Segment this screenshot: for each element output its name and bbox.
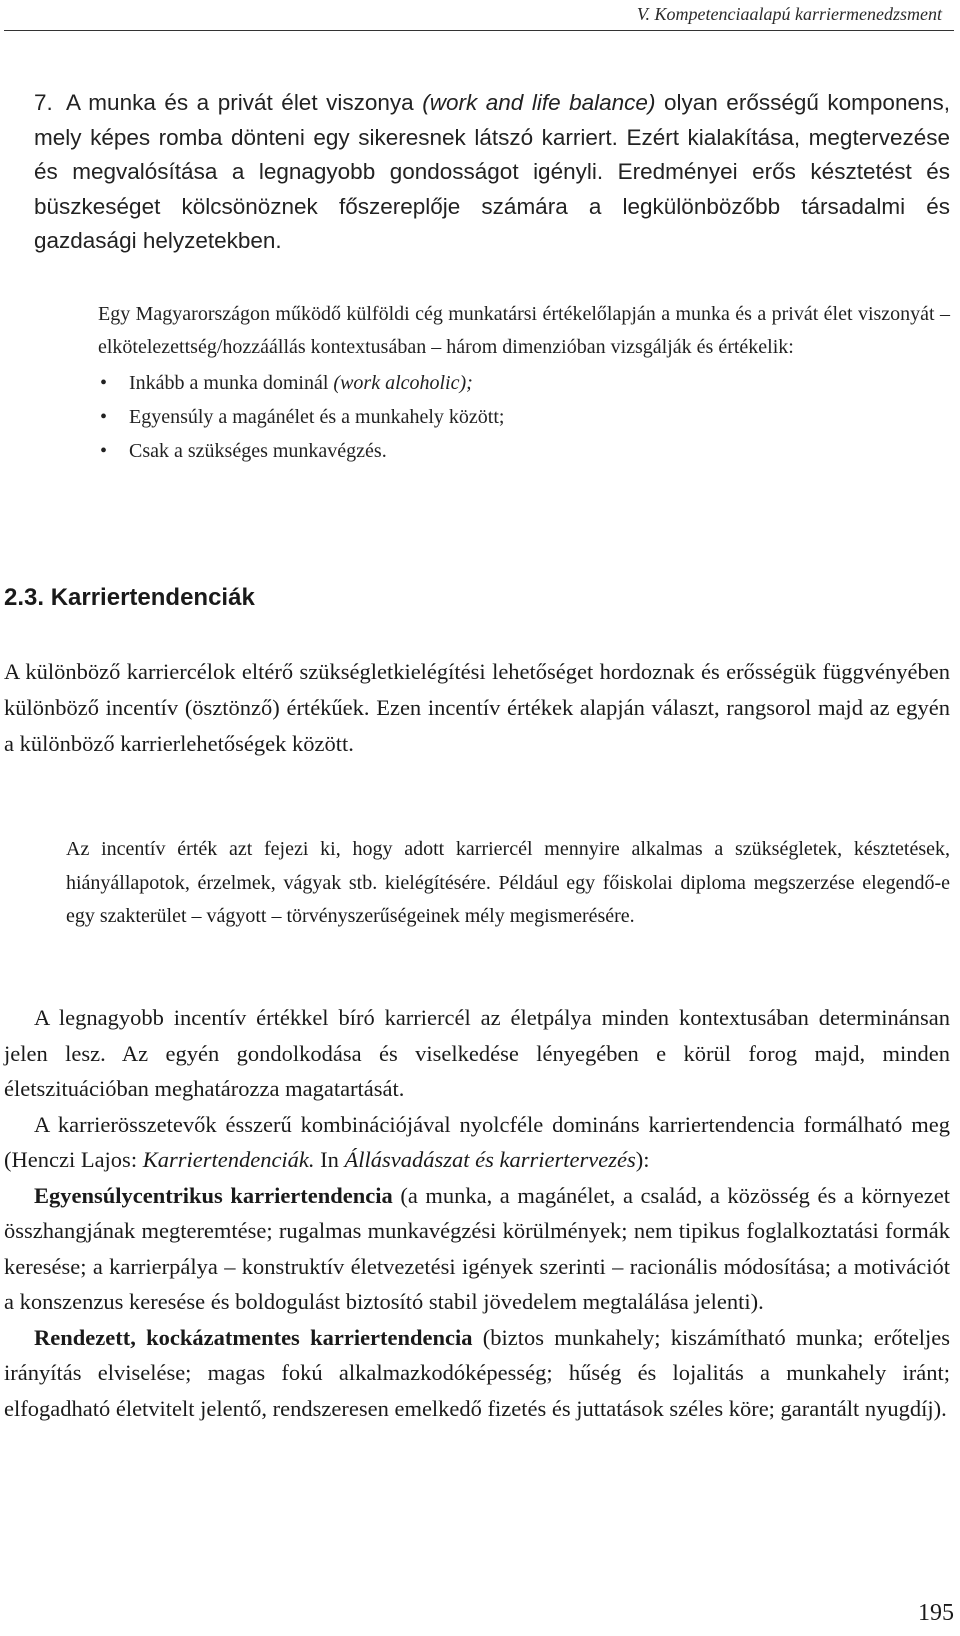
tendency-description: (a munka, a magánélet, a család, a közösség és a környezet összhangjának megteremtése; rugalmas munkavégzési körülmények; nem tipikus foglalkoztatási formák keresése; a karrierpálya – konstruktív életvezetési igények szerinti – racionális módosítása; a motivációt a konszenzus keresése és boldogulást biztosító stabil jövedelem megtalálása jelenti). <box>4 1182 951 1314</box>
bullet-icon: • <box>100 440 108 462</box>
list-item <box>98 400 950 434</box>
page-number: 195 <box>918 1600 954 1626</box>
tendency-term: Rendezett, kockázatmentes karriertendencia <box>34 1324 473 1350</box>
citation-title: Karriertendenciák. <box>142 1147 315 1172</box>
paragraph <box>4 1320 950 1427</box>
list-item <box>98 434 950 468</box>
list-item-italic: (work alcoholic); <box>333 372 473 394</box>
item-text-start: A munka és a privát élet viszonya <box>66 90 423 115</box>
list-item-text: Egyensúly a magánélet és a munkahely között; <box>129 406 505 428</box>
list-item <box>98 366 950 400</box>
paragraph-text: In <box>314 1147 345 1172</box>
header-rule <box>4 30 954 31</box>
section-heading: 2.3. Karriertendenciák <box>4 584 255 611</box>
dimension-list <box>98 366 950 468</box>
running-head: V. Kompetenciaalapú karriermenedzsment <box>636 4 942 24</box>
paragraph-text: A karrierösszetevők ésszerű kombinációjával nyolcféle domináns karriertendencia formálható meg (Henczi Lajos: <box>4 1111 950 1172</box>
body-text <box>4 1000 950 1426</box>
incentive-value-note: Az incentív érték azt fejezi ki, hogy adott karriercél mennyire alkalmas a szükségletek, késztetések, hiányállapotok, érzelmek, vágyak stb. kielégítésére. Például egy főiskolai diploma megszerzése elegendő-e egy szakterület – vágyott – törvényszerűségeinek mély megismerésére. <box>66 838 950 927</box>
example-text: Egy Magyarországon működő külföldi cég munkatársi értékelőlapján a munka és a privát élet viszonyát – elkötelezettség/hozzáállás kontextusában – három dimenzióban vizsgálják és értékelik: <box>98 303 950 358</box>
item-italic-term: (work and life balance) <box>422 90 656 115</box>
list-item-text: Inkább a munka dominál <box>129 372 334 394</box>
section-intro-paragraph: A különböző karriercélok eltérő szükségletkielégítési lehetőséget hordoznak és erősségük függvényében különböző incentív (ösztönző) értékűek. Ezen incentív értékek alapján választ, rangsorol majd az egyén a különböző karrierlehetőségek között. <box>4 659 950 756</box>
list-item-text: Csak a szükséges munkavégzés. <box>129 440 387 462</box>
item-number: 7. <box>34 90 53 115</box>
tendency-description: (biztos munkahely; kiszámítható munka; erőteljes irányítás elviselése; magas fokú alkalmazkodóképesség; hűség és lojalitás a munkahely iránt; elfogadható életvitelt jelentő, rendszeresen emelkedő fizetés és juttatások széles köre; garantált nyugdíj). <box>4 1324 951 1421</box>
paragraph <box>4 1107 950 1178</box>
paragraph <box>4 1178 950 1320</box>
tendency-term: Egyensúlycentrikus karriertendencia <box>34 1182 393 1208</box>
paragraph-text: ): <box>635 1147 650 1172</box>
citation-book: Állásvadászat és karriertervezés <box>344 1147 636 1172</box>
paragraph: A legnagyobb incentív értékkel bíró karriercél az életpálya minden kontextusában determinánsan jelen lesz. Az egyén gondolkodása és viselkedése lényegében e körül forog majd, minden életszituációban meghatározza magatartását. <box>4 1005 950 1101</box>
bullet-icon: • <box>100 406 108 428</box>
bullet-icon: • <box>100 372 108 394</box>
item-text-rest: olyan erősségű komponens, mely képes romba dönteni egy sikeresnek látszó karriert. Ezért kialakítása, megtervezése és megvalósítása a legnagyobb gondosságot igényli. Eredményei erős késztetést és büszkeséget kölcsönöznek főszereplője számára a legkülönbözőbb társadalmi és gazdasági helyzetekben. <box>34 90 950 253</box>
example-box-evaluation <box>98 298 950 468</box>
numbered-item-7 <box>34 86 950 259</box>
